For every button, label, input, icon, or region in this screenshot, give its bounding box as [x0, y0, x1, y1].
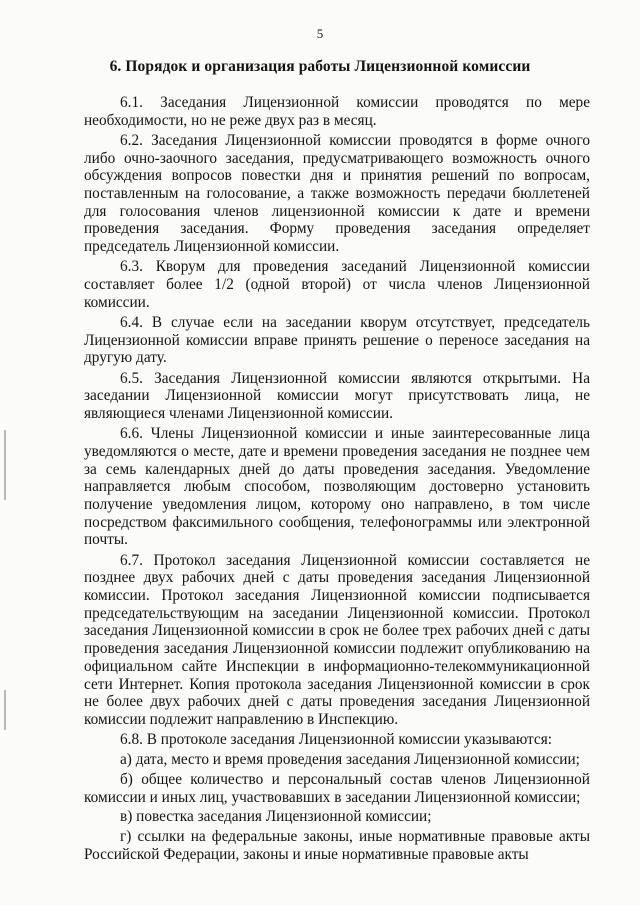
paragraph-6-2: 6.2. Заседания Лицензионной комиссии проводятся в форме очного либо очно-заочного заседания, предусматривающего возможность очного обсуждения вопросов повестки дня и принятия решений по вопросам, поставленным на голосование, а также возможность передачи бюллетеней для голосования членов лицензионной комиссии к дате и времени проведения заседания. Форму проведения заседания определяет председатель Лицензионной комиссии. — [84, 131, 590, 256]
paragraph-6-1: 6.1. Заседания Лицензионной комиссии проводятся по мере необходимости, но не реже двух раз в месяц. — [84, 94, 590, 129]
list-item-b: б) общее количество и персональный состав членов Лицензионной комиссии и иных лиц, участвовавших в заседании Лицензионной комиссии; — [84, 771, 590, 806]
list-item-a: а) дата, место и время проведения заседания Лицензионной комиссии; — [120, 751, 580, 769]
page-number: 5 — [316, 26, 324, 41]
list-item-g: г) ссылки на федеральные законы, иные нормативные правовые акты Российской Федерации, законы и иные нормативные правовые акты — [84, 828, 590, 863]
section-title: 6. Порядок и организация работы Лицензионной комиссии — [109, 58, 531, 75]
paragraph-6-3: 6.3. Кворум для проведения заседаний Лицензионной комиссии составляет более 1/2 (одной второй) от числа членов Лицензионной комиссии. — [84, 258, 590, 311]
paragraph-6-4: 6.4. В случае если на заседании кворум отсутствует, председатель Лицензионной комиссии вправе принять решение о переносе заседания на другую дату. — [84, 313, 590, 367]
paragraph-6-8: 6.8. В протоколе заседания Лицензионной комиссии указываются: — [120, 731, 552, 749]
list-item-v: в) повестка заседания Лицензионной комиссии; — [120, 808, 432, 826]
scan-margin-mark — [4, 430, 6, 500]
document-body — [84, 94, 590, 866]
paragraph-6-6: 6.6. Члены Лицензионной комиссии и иные заинтересованные лица уведомляются о месте, дате и времени проведения заседания не позднее чем за семь календарных дней до даты проведения заседания. Уведомление направляется любым способом, позволяющим достоверно установить получение уведомления лицом, которому оно направлено, в том числе посредством факсимильного сообщения, телефонограммы или электронной почты. — [84, 425, 590, 549]
scan-margin-mark — [4, 690, 6, 730]
paragraph-6-7: 6.7. Протокол заседания Лицензионной комиссии составляется не позднее двух рабочих дней с даты проведения заседания Лицензионной комиссии. Протокол заседания Лицензионной комиссии подписывается председательствующим на заседании Лицензионной комиссии. Протокол заседания Лицензионной комиссии в срок не более трех рабочих дней с даты проведения заседания Лицензионной комиссии подлежит опубликованию на официальном сайте Инспекции в информационно-телекоммуникационной сети Интернет. Копия протокола заседания Лицензионной комиссии в срок не более двух рабочих дней с даты проведения заседания Лицензионной комиссии подлежит направлению в Инспекцию. — [84, 551, 590, 728]
paragraph-6-5: 6.5. Заседания Лицензионной комиссии являются открытыми. На заседании Лицензионной комиссии могут присутствовать лица, не являющиеся членами Лицензионной комиссии. — [84, 369, 590, 422]
